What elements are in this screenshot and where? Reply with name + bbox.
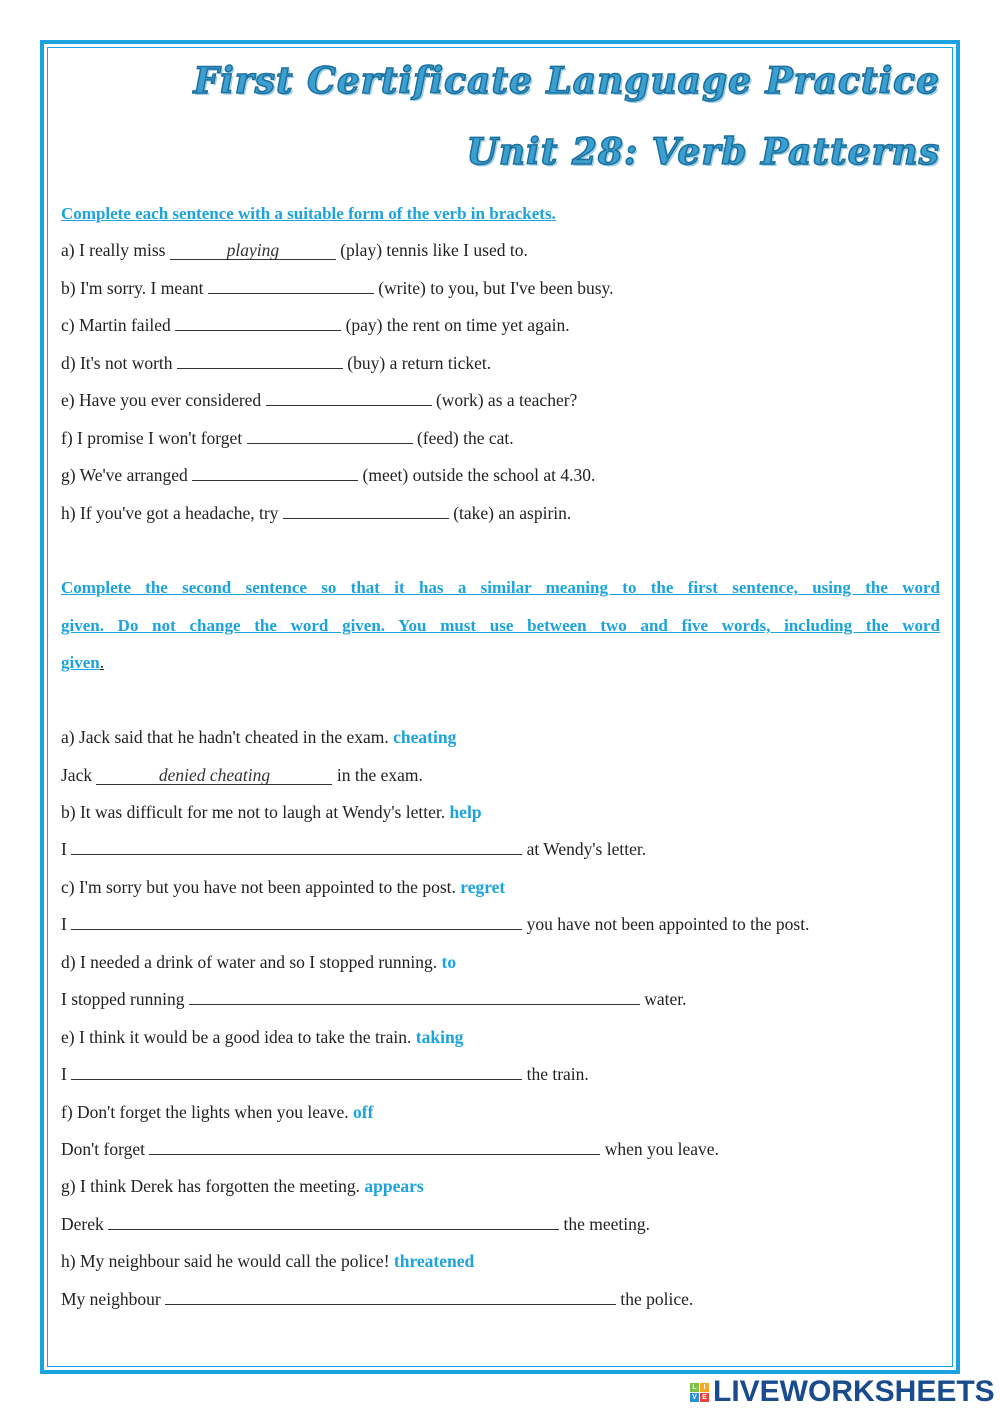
answer-blank[interactable]: [71, 909, 522, 930]
rewrite-start: Jack: [61, 764, 93, 785]
answer-blank[interactable]: [208, 273, 374, 294]
exercise2-rewrite: [61, 1281, 940, 1318]
answer-blank[interactable]: [149, 1134, 600, 1155]
exercise2-rewrite: [61, 981, 940, 1018]
section2-instruction-end: .: [99, 652, 105, 673]
item-continuation: (work) as a teacher?: [435, 390, 578, 411]
answer-blank[interactable]: [165, 1284, 616, 1305]
answer-blank[interactable]: [108, 1209, 559, 1230]
worksheet-title: First Certificate Language Practice: [193, 60, 940, 102]
exercise1-item: [61, 307, 940, 344]
worksheet-body: [61, 195, 940, 1318]
logo-text: LIVEWORKSHEETS: [713, 1375, 995, 1408]
item-continuation: (buy) a return ticket.: [347, 352, 492, 373]
rewrite-start: I: [61, 1064, 67, 1085]
rewrite-end: in the exam.: [336, 764, 423, 785]
rewrite-end: the train.: [526, 1064, 589, 1085]
exercise2-rewrite: [61, 1131, 940, 1168]
item-continuation: (write) to you, but I've been busy.: [378, 277, 614, 298]
key-word: taking: [415, 1026, 464, 1047]
item-prompt: g) We've arranged: [61, 465, 188, 486]
item-continuation: (feed) the cat.: [416, 427, 514, 448]
original-sentence: b) It was difficult for me not to laugh at Wendy's letter.: [61, 802, 446, 822]
section2-instruction-line1: Complete the second sentence so that it has a similar meaning to the first sentence, using the word: [61, 578, 940, 598]
original-sentence: e) I think it would be a good idea to take the train.: [61, 1026, 412, 1047]
exercise2-rewrite: [61, 1206, 940, 1243]
original-sentence: g) I think Derek has forgotten the meeting.: [61, 1176, 361, 1197]
rewrite-end: the police.: [620, 1288, 694, 1309]
exercise1-item: [61, 420, 940, 457]
item-prompt: h) If you've got a headache, try: [61, 502, 279, 523]
answer-blank[interactable]: [71, 834, 522, 855]
answer-blank[interactable]: [283, 498, 449, 519]
liveworksheets-logo: [690, 1375, 995, 1409]
key-word: threatened: [393, 1251, 475, 1272]
section2-instruction-line2: given. Do not change the word given. You must use between two and five words, including the word: [61, 615, 940, 635]
rewrite-end: the meeting.: [563, 1213, 651, 1234]
exercise1-item: [61, 457, 940, 494]
rewrite-start: Derek: [61, 1213, 104, 1234]
exercise2-rewrite: [61, 1056, 940, 1093]
exercise2-sentence: [61, 1094, 940, 1131]
exercise2-sentence: [61, 719, 940, 756]
rewrite-start: I: [61, 914, 67, 935]
item-continuation: (pay) the rent on time yet again.: [345, 315, 570, 336]
item-prompt: d) It's not worth: [61, 352, 173, 373]
rewrite-end: when you leave.: [604, 1138, 719, 1159]
exercise2-sentence: [61, 1168, 940, 1205]
exercise2-sentence: [61, 794, 940, 831]
answer-blank[interactable]: playing: [170, 239, 336, 260]
key-word: cheating: [393, 727, 457, 748]
answer-blank[interactable]: [189, 984, 640, 1005]
answer-blank[interactable]: [266, 385, 432, 406]
item-prompt: f) I promise I won't forget: [61, 427, 243, 448]
exercise2-sentence: [61, 1019, 940, 1056]
rewrite-end: water.: [644, 989, 687, 1010]
answer-blank[interactable]: [177, 348, 343, 369]
answer-blank[interactable]: denied cheating: [96, 764, 332, 785]
worksheet-subtitle: Unit 28: Verb Patterns: [466, 131, 940, 173]
original-sentence: d) I needed a drink of water and so I stopped running.: [61, 951, 438, 972]
rewrite-start: I: [61, 839, 67, 860]
item-prompt: c) Martin failed: [61, 315, 171, 336]
key-word: regret: [460, 876, 506, 897]
section1-instruction: Complete each sentence with a suitable form of the verb in brackets.: [61, 204, 556, 223]
logo-cube-icon: L I V E: [690, 1383, 709, 1402]
item-prompt: a) I really miss: [61, 240, 166, 261]
item-continuation: (play) tennis like I used to.: [340, 240, 528, 261]
exercise1-item: [61, 270, 940, 307]
exercise1-item: [61, 382, 940, 419]
item-continuation: (take) an aspirin.: [453, 502, 572, 523]
answer-blank[interactable]: [247, 423, 413, 444]
exercise2-rewrite: [61, 906, 940, 943]
exercise1-item: [61, 345, 940, 382]
answer-blank[interactable]: [192, 460, 358, 481]
rewrite-start: My neighbour: [61, 1288, 161, 1309]
rewrite-start: I stopped running: [61, 989, 185, 1010]
key-word: off: [353, 1101, 374, 1122]
exercise2-rewrite: [61, 831, 940, 868]
answer-blank[interactable]: [175, 310, 341, 331]
item-continuation: (meet) outside the school at 4.30.: [362, 465, 596, 486]
exercise2-rewrite: [61, 757, 940, 794]
rewrite-end: you have not been appointed to the post.: [526, 914, 810, 935]
rewrite-end: at Wendy's letter.: [526, 839, 647, 860]
item-prompt: e) Have you ever considered: [61, 390, 262, 411]
answer-blank[interactable]: [71, 1059, 522, 1080]
key-word: appears: [364, 1176, 424, 1197]
original-sentence: a) Jack said that he hadn't cheated in the exam.: [61, 727, 389, 748]
key-word: to: [441, 951, 457, 972]
exercise1-item: [61, 495, 940, 532]
item-prompt: b) I'm sorry. I meant: [61, 277, 204, 298]
exercise2-sentence: [61, 1243, 940, 1280]
exercise2-sentence: [61, 869, 940, 906]
exercise2-sentence: [61, 944, 940, 981]
section2-instruction-line3: given: [61, 653, 100, 673]
original-sentence: f) Don't forget the lights when you leave.: [61, 1101, 349, 1122]
original-sentence: h) My neighbour said he would call the police!: [61, 1251, 390, 1272]
original-sentence: c) I'm sorry but you have not been appointed to the post.: [61, 876, 456, 897]
exercise1-item: [61, 232, 940, 269]
rewrite-start: Don't forget: [61, 1138, 145, 1159]
key-word: help: [449, 802, 482, 822]
